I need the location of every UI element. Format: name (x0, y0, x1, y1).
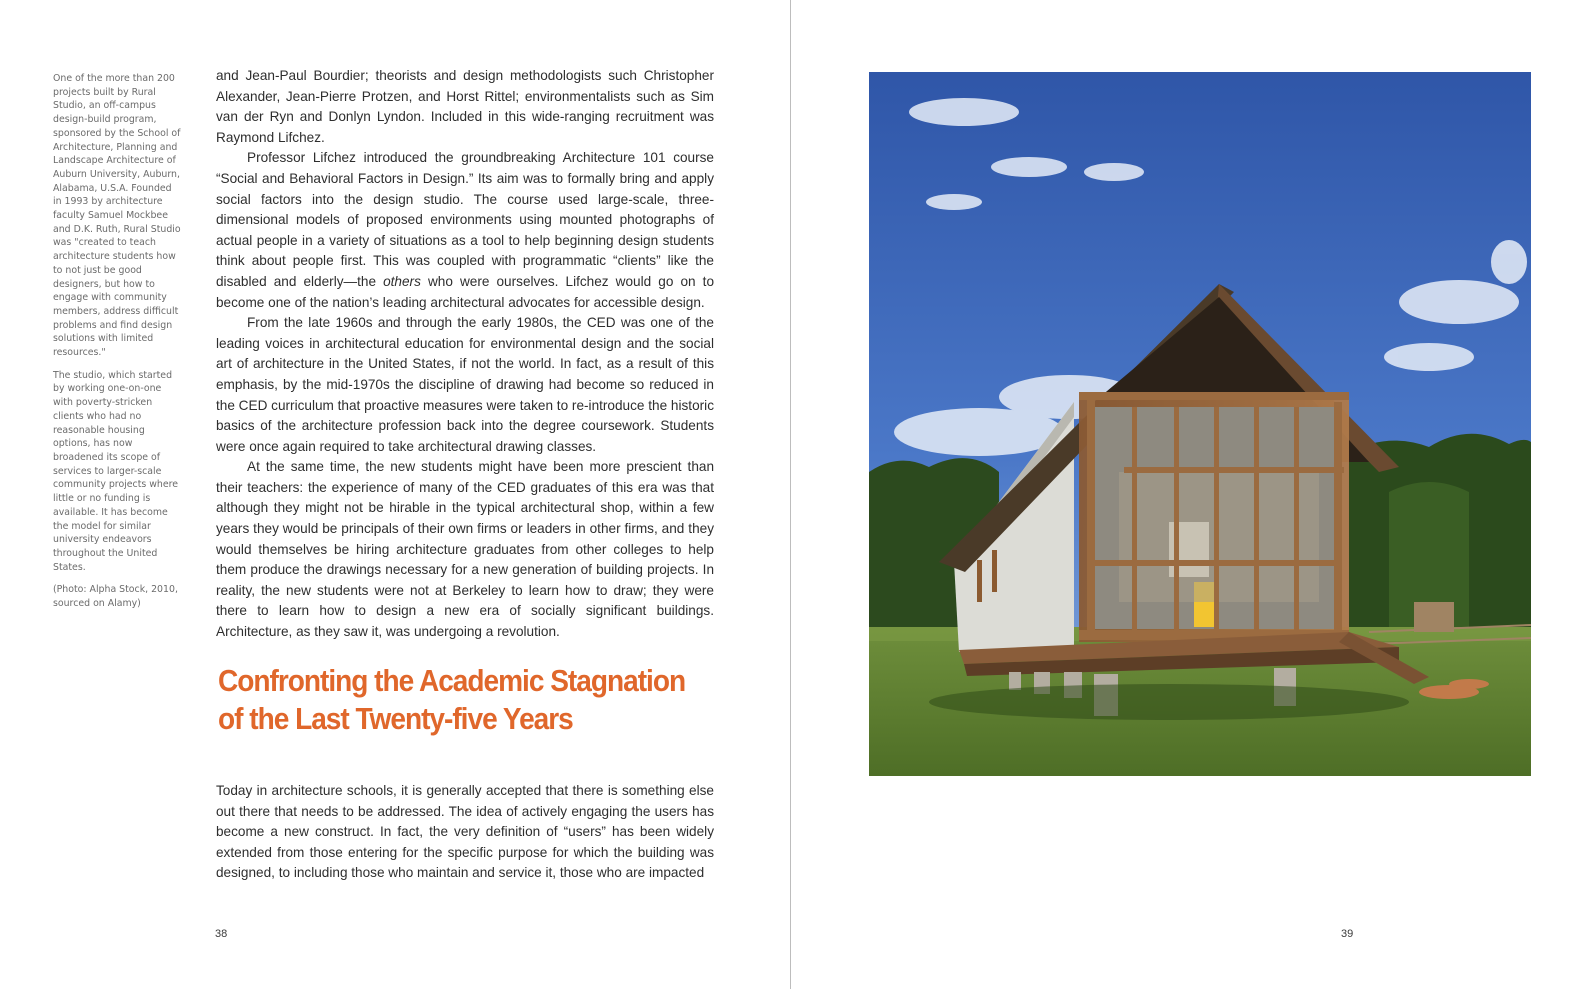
caption-paragraph: One of the more than 200 projects built by Rural Studio, an off-campus design-build program, sponsored by the School of Architecture, Planning and Landscape Architecture of Auburn University, Auburn, Alabama, U.S.A. Founded in 1993 by architecture faculty Samuel Mockbee and D.K. Ruth, Rural Studio was "created to teach architecture students how to not just be good designers, but how to engage with community members, address difficult problems and find design solutions with limited resources." (53, 73, 181, 359)
body-paragraph: At the same time, the new students might have been more prescient than their teachers: the experience of many of the CED graduates of this era was that although they might not be hirable in the typical architectural shop, within a few years they would be principals of their own firms or leaders in other firms, and they would themselves be hiring architecture graduates from other colleges to help them produce the drawings necessary for a new generation of building projects. In reality, the new students were not at Berkeley to learn how to draw; they were there to learn how to design a new era of socially significant buildings. Architecture, as they saw it, was undergoing a revolution. (216, 459, 714, 640)
page-number: 38 (215, 928, 228, 940)
section-heading (218, 662, 696, 738)
body-text-run: who were ourselves. Lifchez would go on to become one of the nation’s leading architectural advocates for accessible design. (216, 273, 714, 310)
left-page (0, 0, 790, 989)
right-page (791, 0, 1582, 989)
caption-credit: (Photo: Alpha Stock, 2010, sourced on Alamy) (53, 584, 178, 610)
heading-line: of the Last Twenty-five Years (218, 702, 573, 736)
caption-paragraph: The studio, which started by working one-on-one with poverty-stricken clients who had no reasonable housing options, has now broadened its scope of services to larger-scale community projects where little or no funding is available. It has become the model for similar university endeavors throughout the United States. (53, 369, 179, 573)
body-text-continued (216, 781, 714, 884)
page-number: 39 (1341, 928, 1354, 940)
body-text-run: Professor Lifchez introduced the groundbreaking Architecture 101 course “Social and Behavioral Factors in Design.” Its aim was to formally bring and apply social factors into the design studio. The course used large-scale, three-dimensional models of proposed environments using mounted photographs of actual people in a variety of situations as a tool to help beginning design students think about people first. This was coupled with programmatic “clients” like the disabled and elderly—the (216, 150, 714, 289)
body-paragraph (216, 148, 714, 313)
body-paragraph: Today in architecture schools, it is generally accepted that there is something else out there that needs to be addressed. The idea of actively engaging the users has become a new construct. In fact, the very definition of “users” has been widely extended from those entering for the specific purpose for which the building was designed, to including those who maintain and service it, those who are impacted (216, 783, 714, 881)
house-photo-illustration (869, 72, 1531, 776)
emphasis-text: others (383, 273, 421, 289)
body-text (216, 66, 714, 643)
body-paragraph: From the late 1960s and through the early 1980s, the CED was one of the leading voices in architectural education for environmental design and the social art of architecture in the United States, if not the world. In fact, as a result of this emphasis, by the mid-1970s the discipline of drawing had become so reduced in the CED curriculum that proactive measures were taken to re-introduce the historic basics of the architecture profession back into the degree coursework. Students were once again required to take architectural drawing classes. (216, 315, 714, 454)
house-photo (869, 72, 1531, 776)
body-paragraph: and Jean-Paul Bourdier; theorists and design methodologists such Christopher Alexander, Jean-Pierre Protzen, and Horst Rittel; environmentalists such as Sim van der Ryn and Donlyn Lyndon. Included in this wide-ranging recruitment was Raymond Lifchez. (216, 68, 714, 145)
heading-line: Confronting the Academic Stagnation (218, 664, 686, 698)
photo-caption (53, 72, 183, 620)
